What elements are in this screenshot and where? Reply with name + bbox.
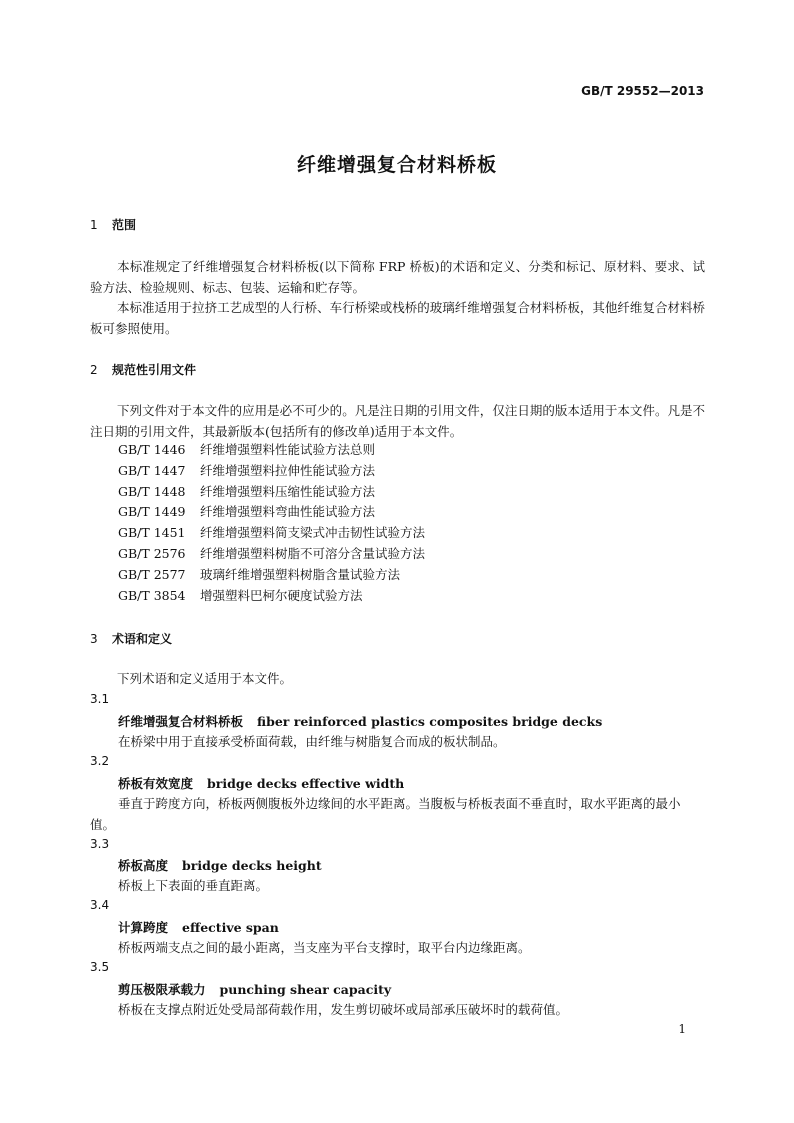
term-title xyxy=(118,856,322,874)
reference-code: GB/T 1446 xyxy=(118,442,186,457)
term-en: effective span xyxy=(182,920,279,935)
reference-item xyxy=(118,523,425,544)
term-number: 3.2 xyxy=(90,754,110,768)
term-definition: 桥板两端支点之间的最小距离，当支座为平台支撑时，取平台内边缘距离。 xyxy=(118,940,531,955)
term-number: 3.3 xyxy=(90,837,110,851)
section-3-heading xyxy=(90,630,172,647)
reference-item xyxy=(118,502,425,523)
reference-item xyxy=(118,544,425,565)
term-en: fiber reinforced plastics composites bridge decks xyxy=(257,714,603,729)
standard-code: GB/T 29552—2013 xyxy=(581,84,704,98)
reference-item xyxy=(118,461,425,482)
normative-references-list xyxy=(118,440,425,606)
term-zh: 剪压极限承载力 xyxy=(118,982,206,997)
document-title: 纤维增强复合材料桥板 xyxy=(296,154,497,176)
term-zh: 计算跨度 xyxy=(118,920,169,935)
section-number: 1 xyxy=(90,218,98,232)
term-definition: 桥板上下表面的垂直距离。 xyxy=(118,878,269,893)
term-en: bridge decks height xyxy=(182,858,322,873)
section-1-paragraph-2: 本标准适用于拉挤工艺成型的人行桥、车行桥梁或栈桥的玻璃纤维增强复合材料桥板，其他纤维复合材料桥板可参照使用。 xyxy=(90,300,705,336)
term-number: 3.1 xyxy=(90,692,110,706)
term-title xyxy=(118,774,404,792)
reference-title: 纤维增强塑料弯曲性能试验方法 xyxy=(200,504,376,520)
term-number: 3.4 xyxy=(90,898,110,912)
term-definition: 垂直于跨度方向，桥板两侧腹板外边缘间的水平距离。当腹板与桥板表面不垂直时，取水平距离的最小值。 xyxy=(90,796,681,832)
reference-code: GB/T 2577 xyxy=(118,566,186,582)
term-title xyxy=(118,918,279,936)
section-number: 3 xyxy=(90,632,98,646)
reference-title: 纤维增强塑料拉伸性能试验方法 xyxy=(200,462,376,478)
reference-code: GB/T 3854 xyxy=(118,587,186,603)
section-2-heading xyxy=(90,361,196,378)
term-definition: 在桥梁中用于直接承受桥面荷载，由纤维与树脂复合而成的板状制品。 xyxy=(118,734,506,749)
term-title xyxy=(118,712,602,730)
reference-code: GB/T 1447 xyxy=(118,462,186,478)
reference-item xyxy=(118,440,425,461)
term-definition: 桥板在支撑点附近处受局部荷载作用，发生剪切破坏或局部承压破坏时的载荷值。 xyxy=(118,1002,569,1017)
section-title: 规范性引用文件 xyxy=(112,363,197,377)
section-title: 范围 xyxy=(112,218,137,232)
term-number: 3.5 xyxy=(90,960,110,974)
section-2-paragraph: 下列文件对于本文件的应用是必不可少的。凡是注日期的引用文件，仅注日期的版本适用于本文件。凡是不注日期的引用文件，其最新版本(包括所有的修改单)适用于本文件。 xyxy=(90,403,705,439)
section-1-paragraph-1: 本标准规定了纤维增强复合材料桥板(以下简称 FRP 桥板)的术语和定义、分类和标记、原材料、要求、试验方法、检验规则、标志、包装、运输和贮存等。 xyxy=(90,259,705,295)
reference-item xyxy=(118,565,425,586)
reference-title: 玻璃纤维增强塑料树脂含量试验方法 xyxy=(200,566,401,582)
reference-title: 纤维增强塑料压缩性能试验方法 xyxy=(200,483,376,499)
section-3-paragraph: 下列术语和定义适用于本文件。 xyxy=(117,671,293,686)
reference-item xyxy=(118,482,425,503)
term-title xyxy=(118,980,391,998)
term-en: bridge decks effective width xyxy=(207,776,405,791)
section-title: 术语和定义 xyxy=(112,632,173,646)
reference-title: 纤维增强塑料简支梁式冲击韧性试验方法 xyxy=(200,525,426,541)
term-en: punching shear capacity xyxy=(219,982,392,997)
term-zh: 桥板有效宽度 xyxy=(118,776,194,791)
reference-code: GB/T 1449 xyxy=(118,504,186,520)
reference-code: GB/T 1451 xyxy=(118,525,186,541)
reference-item xyxy=(118,586,425,607)
section-1-heading xyxy=(90,216,136,233)
reference-code: GB/T 1448 xyxy=(118,483,186,499)
reference-title: 增强塑料巴柯尔硬度试验方法 xyxy=(200,587,363,603)
reference-code: GB/T 2576 xyxy=(118,545,186,561)
page-number: 1 xyxy=(678,1022,686,1036)
term-zh: 桥板高度 xyxy=(118,858,169,873)
section-number: 2 xyxy=(90,363,98,377)
reference-title: 纤维增强塑料树脂不可溶分含量试验方法 xyxy=(200,545,426,561)
reference-title: 纤维增强塑料性能试验方法总则 xyxy=(200,442,376,457)
term-zh: 纤维增强复合材料桥板 xyxy=(118,714,244,729)
